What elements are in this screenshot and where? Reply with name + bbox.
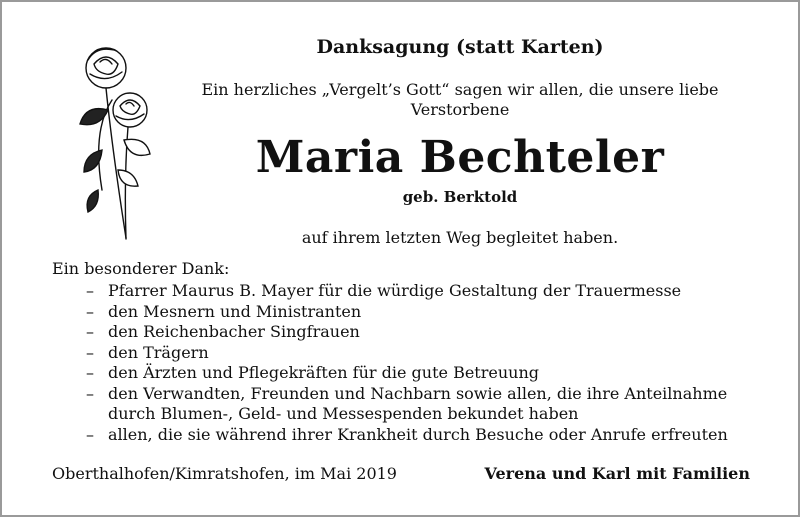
list-item-text: den Verwandten, Freunden und Nachbarn sowie allen, die ihre Anteilnahme durch Blumen-, Geld- und Messespenden bekundet haben (108, 383, 728, 423)
deceased-name: Maria Bechteler (255, 132, 665, 183)
closing-text: auf ihrem letzten Weg begleitet haben. (301, 228, 619, 247)
list-item-text: den Ärzten und Pflegekräften für die gute Betreuung (108, 363, 540, 382)
list-item (86, 384, 766, 425)
bullet-dash: – (86, 301, 94, 321)
list-item (86, 425, 766, 446)
list-item (86, 302, 766, 323)
list-item-text: den Mesnern und Ministranten (108, 301, 362, 321)
list-item-text: Pfarrer Maurus B. Mayer für die würdige Gestaltung der Trauermesse (108, 281, 682, 300)
list-item-text: allen, die sie während ihrer Krankheit durch Besuche oder Anrufe erfreuten (108, 424, 728, 444)
place-date: Oberthalhofen/Kimratshofen, im Mai 2019 (52, 464, 397, 483)
bullet-dash: – (86, 383, 94, 403)
roses-illustration-icon (72, 40, 162, 250)
bullet-dash: – (86, 424, 94, 444)
birth-name: geb. Berktold (402, 188, 518, 206)
bullet-dash: – (86, 342, 94, 362)
intro-text: Ein herzliches „Vergelt’s Gott“ sagen wir allen, die unsere liebe Verstorbene (201, 80, 719, 119)
bullet-dash: – (86, 363, 94, 382)
list-item (86, 322, 766, 343)
thanks-heading: Ein besonderer Dank: (52, 259, 230, 278)
bullet-dash: – (86, 281, 94, 300)
list-item-text: den Reichenbacher Singfrauen (108, 322, 360, 341)
list-item-text: den Trägern (108, 342, 209, 362)
signature: Verena und Karl mit Familien (484, 464, 750, 483)
thanks-list (86, 281, 766, 445)
notice-title: Danksagung (statt Karten) (316, 36, 604, 58)
bullet-dash: – (86, 322, 94, 341)
list-item (86, 281, 766, 302)
list-item (86, 363, 766, 384)
list-item (86, 343, 766, 364)
